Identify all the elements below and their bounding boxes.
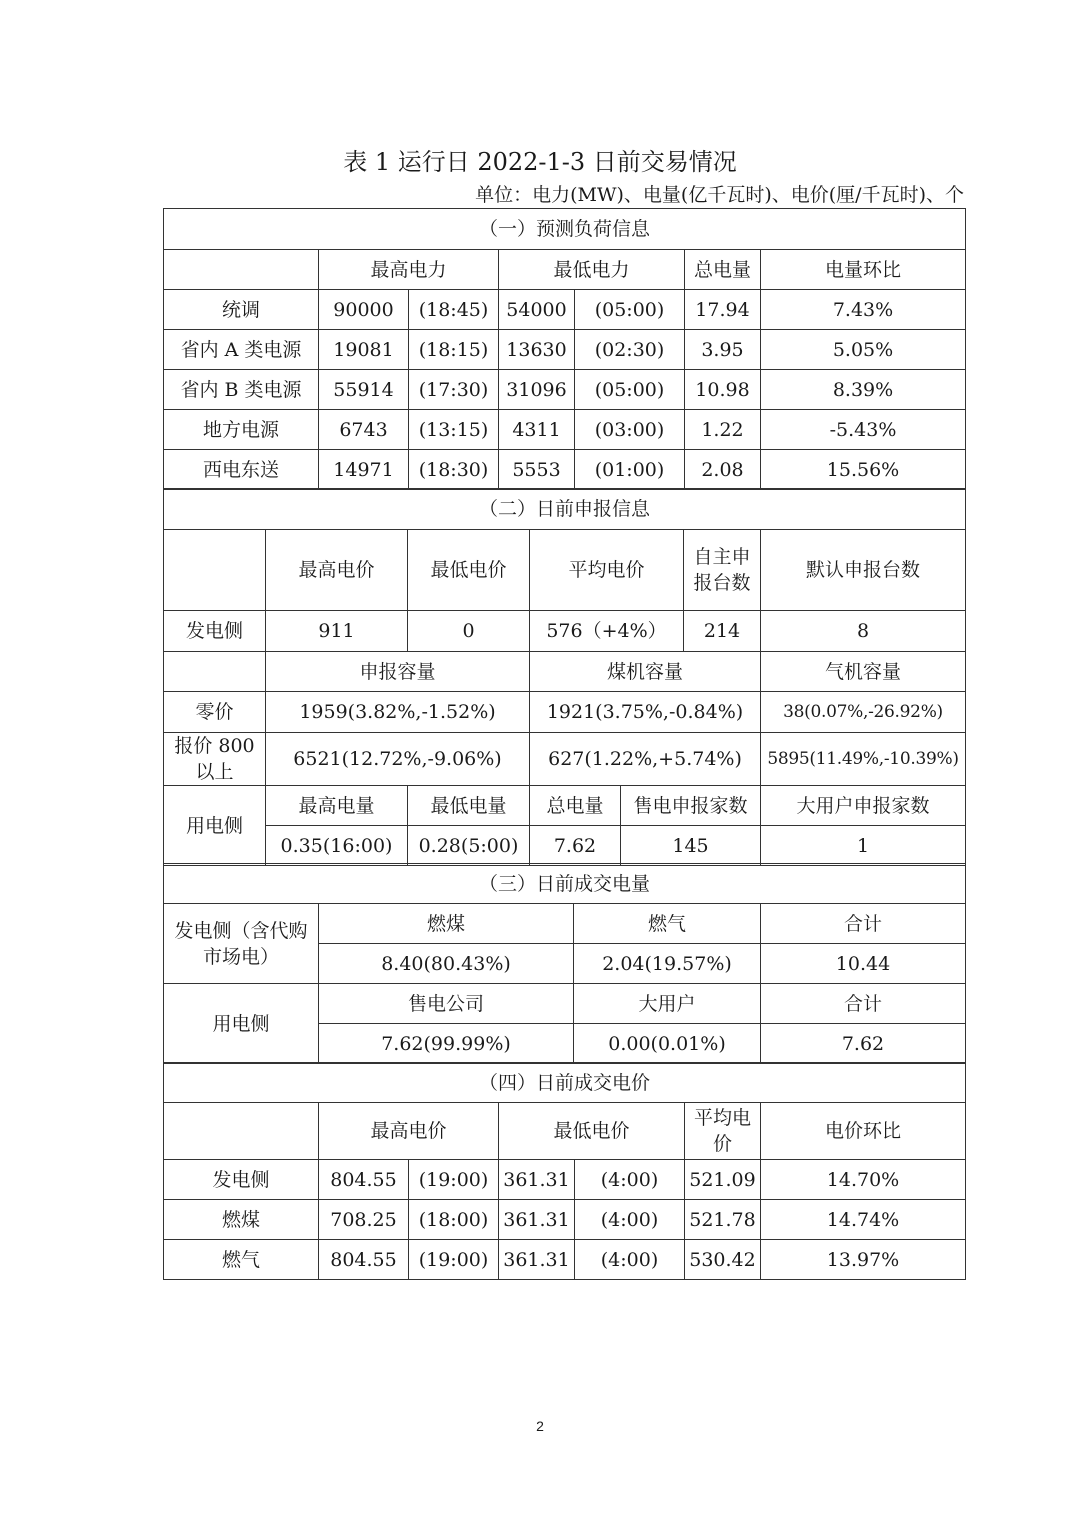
cell: 4311 [499,410,575,450]
header-cell: 最高电量 [266,786,408,826]
header-cell: 合计 [761,904,966,944]
cell: (18:15) [409,330,499,370]
unit-note: 单位：电力(MW)、电量(亿千瓦时)、电价(厘/千瓦时)、个 [475,184,964,206]
cell: 31096 [499,370,575,410]
cell: 8.39% [761,370,966,410]
table-row [164,826,966,866]
row-label: 燃煤 [164,1200,319,1240]
header-cell: 默认申报台数 [761,530,966,611]
header-cell: 售电公司 [319,984,574,1024]
table-row [164,1240,966,1280]
section-heading: （二）日前申报信息 [164,489,966,530]
header-cell: 大用户申报家数 [761,786,966,826]
cell: 804.55 [319,1240,409,1280]
corner-cell [164,652,266,692]
cell: (19:00) [409,1240,499,1280]
row-label: 燃气 [164,1240,319,1280]
forecast-load-table [163,208,966,490]
header-cell: 最低电价 [499,1103,685,1160]
time: (16:00) [322,834,393,857]
header-cell: 煤机容量 [530,652,761,692]
cell: 13.97% [761,1240,966,1280]
cell: 10.44 [761,944,966,984]
cell: (4:00) [575,1200,685,1240]
header-cell: 最高电价 [319,1103,499,1160]
cell: 10.98 [685,370,761,410]
value: 0.35 [280,834,323,857]
header-cell: 最低电力 [499,250,685,290]
cell: 1 [761,826,966,866]
cell: 8 [761,611,966,652]
row-label: 报价 800 以上 [164,733,266,786]
cell: 145 [621,826,761,866]
cell: (18:00) [409,1200,499,1240]
cell: 1.22 [685,410,761,450]
cell: (05:00) [575,370,685,410]
row-label: 发电侧（含代购市场电） [164,904,319,984]
cell: 521.09 [685,1160,761,1200]
header-cell: 总电量 [530,786,621,826]
cell: 214 [684,611,761,652]
row-label: 发电侧 [164,611,266,652]
cell: 38(0.07%,-26.92%) [761,692,966,733]
cell: 7.62 [761,1024,966,1064]
header-cell: 燃煤 [319,904,574,944]
table-row [164,1160,966,1200]
row-label: 地方电源 [164,410,319,450]
table-row [164,410,966,450]
cell: 6521(12.72%,-9.06%) [266,733,530,786]
corner-cell [164,250,319,290]
cell: (13:15) [409,410,499,450]
header-cell: 大用户 [574,984,761,1024]
table-row [164,330,966,370]
cell: 17.94 [685,290,761,330]
cell: -5.43% [761,410,966,450]
cell: 8.40(80.43%) [319,944,574,984]
cell: 576（+4%） [530,611,684,652]
cell: 5895(11.49%,-10.39%) [761,733,966,786]
header-cell: 燃气 [574,904,761,944]
cell: 1959(3.82%,-1.52%) [266,692,530,733]
row-label: 西电东送 [164,450,319,490]
section-heading: （三）日前成交电量 [164,864,966,904]
time: (5:00) [460,834,519,857]
cell: 5.05% [761,330,966,370]
cell: 90000 [319,290,409,330]
cell: 1921(3.75%,-0.84%) [530,692,761,733]
cell: 530.42 [685,1240,761,1280]
cell: 911 [266,611,408,652]
cell: (01:00) [575,450,685,490]
row-label: 省内 A 类电源 [164,330,319,370]
cell: (05:00) [575,290,685,330]
row-label: 发电侧 [164,1160,319,1200]
cell: 3.95 [685,330,761,370]
cell: (18:30) [409,450,499,490]
value: 0.28 [418,834,461,857]
cell: 15.56% [761,450,966,490]
cell: 804.55 [319,1160,409,1200]
header-cell: 平均电价 [530,530,684,611]
cell: 2.04(19.57%) [574,944,761,984]
section-heading: （一）预测负荷信息 [164,209,966,250]
corner-cell [164,530,266,611]
header-cell: 最低电量 [408,786,530,826]
page-number: 2 [536,1418,544,1434]
header-cell: 最低电价 [408,530,530,611]
table-title: 表 1 运行日 2022-1-3 日前交易情况 [343,148,737,176]
header-cell: 电量环比 [761,250,966,290]
declaration-table [163,488,966,866]
header-cell: 申报容量 [266,652,530,692]
cell [266,826,408,866]
cell: 14971 [319,450,409,490]
cell: 361.31 [499,1240,575,1280]
cell: (4:00) [575,1240,685,1280]
section-heading: （四）日前成交电价 [164,1063,966,1103]
cell: 14.70% [761,1160,966,1200]
corner-cell [164,1103,319,1160]
cell: 54000 [499,290,575,330]
cell: 7.43% [761,290,966,330]
header-cell: 合计 [761,984,966,1024]
table-row [164,450,966,490]
cell: 521.78 [685,1200,761,1240]
header-cell: 最高电力 [319,250,499,290]
cell [408,826,530,866]
table-row [164,692,966,733]
cell: 13630 [499,330,575,370]
header-cell: 电价环比 [761,1103,966,1160]
row-label: 用电侧 [164,786,266,866]
cell: 5553 [499,450,575,490]
cell: 55914 [319,370,409,410]
row-label: 省内 B 类电源 [164,370,319,410]
cell: 7.62 [530,826,621,866]
cell: 361.31 [499,1160,575,1200]
table-row [164,1200,966,1240]
table-row [164,290,966,330]
row-label: 统调 [164,290,319,330]
cell: (17:30) [409,370,499,410]
table-row [164,611,966,652]
header-cell: 气机容量 [761,652,966,692]
cell: 7.62(99.99%) [319,1024,574,1064]
header-cell: 总电量 [685,250,761,290]
row-label: 零价 [164,692,266,733]
cell: (4:00) [575,1160,685,1200]
cell: 0 [408,611,530,652]
table-row [164,733,966,786]
cell: 2.08 [685,450,761,490]
cleared-volume-table [163,863,966,1064]
cleared-price-table [163,1062,966,1280]
cell: 6743 [319,410,409,450]
cell: (18:45) [409,290,499,330]
table-row [164,370,966,410]
cell: (03:00) [575,410,685,450]
cell: 627(1.22%,+5.74%) [530,733,761,786]
cell: (19:00) [409,1160,499,1200]
cell: (02:30) [575,330,685,370]
header-cell: 自主申报台数 [684,530,761,611]
row-label: 用电侧 [164,984,319,1064]
cell: 19081 [319,330,409,370]
cell: 361.31 [499,1200,575,1240]
cell: 708.25 [319,1200,409,1240]
cell: 14.74% [761,1200,966,1240]
header-cell: 售电申报家数 [621,786,761,826]
header-cell: 最高电价 [266,530,408,611]
header-cell: 平均电价 [685,1103,761,1160]
cell: 0.00(0.01%) [574,1024,761,1064]
